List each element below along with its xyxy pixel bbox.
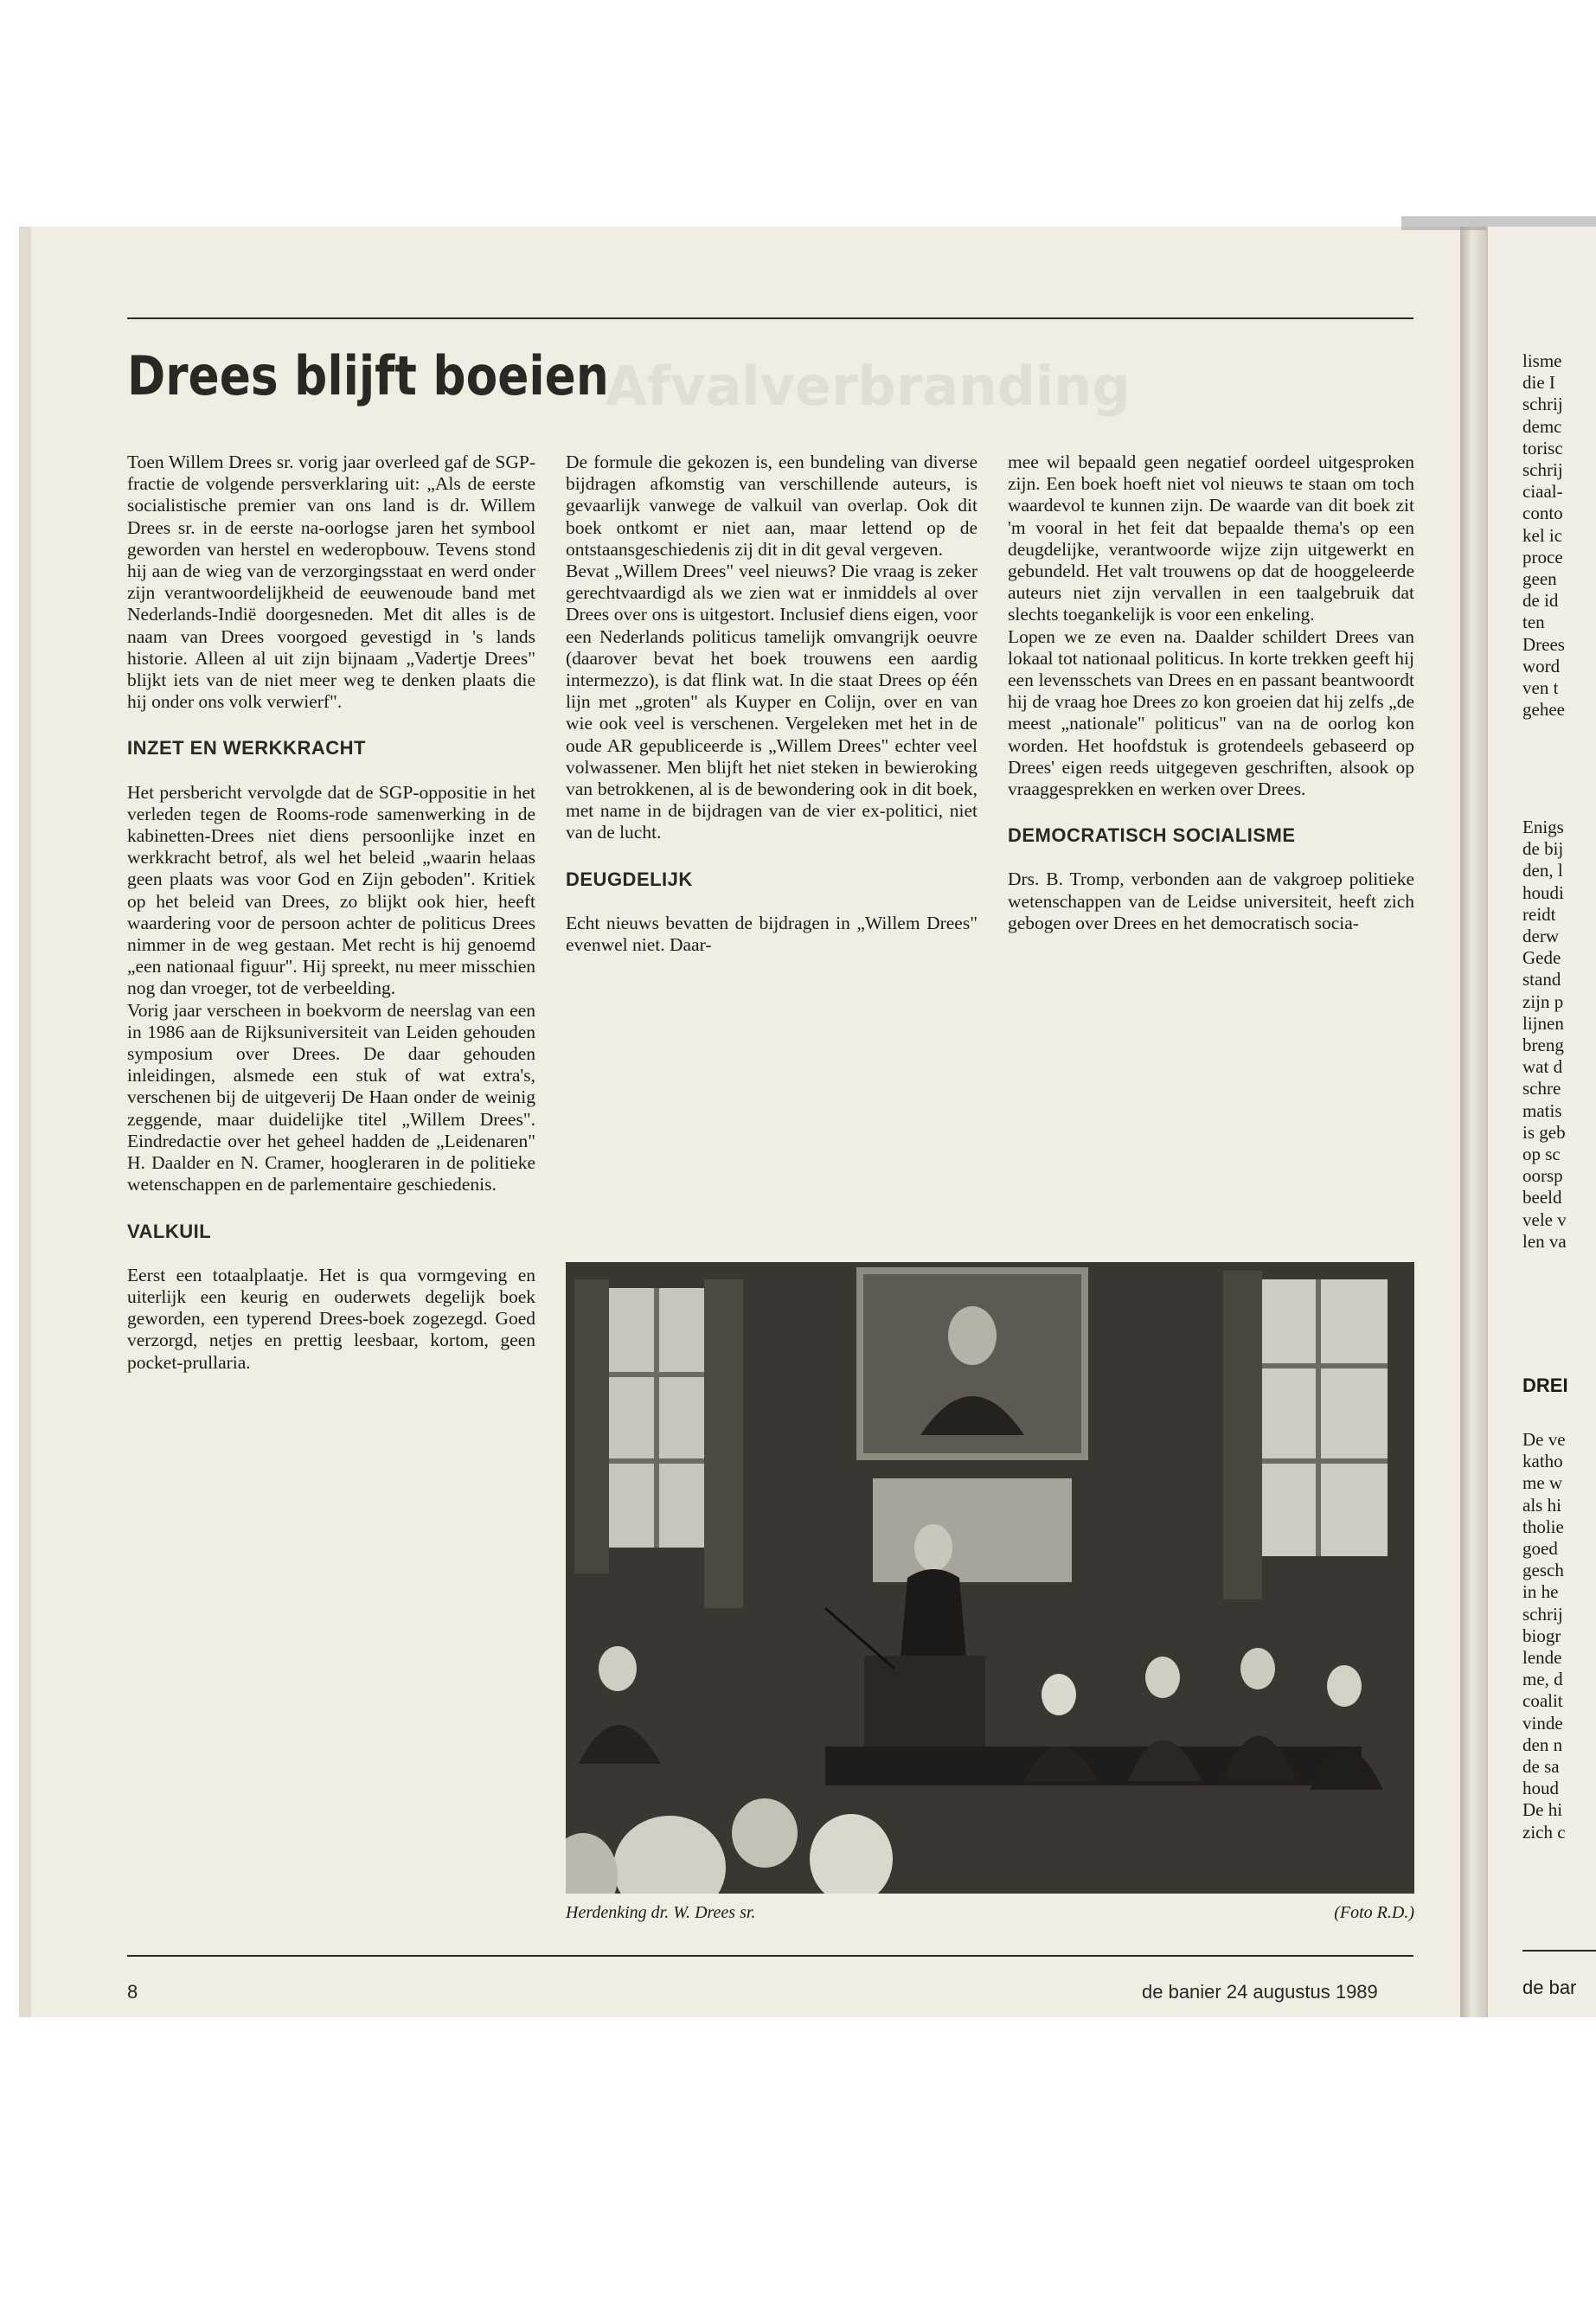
page-gutter [1460, 227, 1486, 2017]
next-page-line: oorsp [1522, 1165, 1563, 1187]
next-page-line: me, d [1522, 1669, 1563, 1690]
next-page-line: lende [1522, 1647, 1562, 1668]
paragraph: Eerst een totaalplaatje. Het is qua vormgeving en uiterlijk een keurig en ouderwets degelijk boek geworden, een typerend Drees-boek zogezegd. Goed verzorgd, netjes en prettig leesbaar, kortom, geen pocket-prullaria. [127, 1264, 535, 1373]
paragraph: De formule die gekozen is, een bundeling van diverse bijdragen afkomstig van verschillende auteurs, is gevaarlijk vanwege de valkuil van overlap. Ook dit boek ontkomt er niet aan, maar lettend op de ontstaansgeschiedenis zij dit in dit geval vergeven. [566, 452, 977, 560]
next-page-line: de id [1522, 590, 1559, 612]
next-page-line: Enigs [1522, 817, 1564, 837]
next-page-line: demc [1522, 415, 1562, 437]
next-page-rule [1522, 1950, 1596, 1952]
paragraph: mee wil bepaald geen negatief oordeel uitgesproken zijn. Een boek hoeft niet vol nieuws te staan om toch waardevol te kunnen zijn. De waarde van dit boek zit 'm vooral in het feit dat bepaalde thema's op een deugdelijke, verantwoorde wijze zijn uitgewerkt en gebundeld. Het valt trouwens op dat de hooggeleerde auteurs niet zijn vervallen in een taalgebruik dat slechts toegankelijk is voor een enkeling. [1008, 452, 1414, 625]
next-page-line: Gede [1522, 947, 1561, 969]
next-page-line: ciaal- [1522, 481, 1563, 503]
next-page-line: op sc [1522, 1144, 1561, 1164]
next-page-line: geen [1522, 568, 1557, 589]
next-page-line: schre [1522, 1078, 1561, 1099]
next-page-line: vinde [1522, 1712, 1563, 1734]
next-page-line: ten [1522, 612, 1545, 633]
next-page-line: goed [1522, 1538, 1558, 1559]
next-page-line: in he [1522, 1581, 1559, 1603]
next-page-line: me w [1522, 1472, 1563, 1494]
headline: Drees blijft boeien [127, 344, 609, 407]
next-page-line: lijnen [1522, 1012, 1564, 1034]
subheading-valkuil: VALKUIL [127, 1220, 212, 1242]
next-page-line: matis [1522, 1099, 1562, 1121]
next-page-line: wat d [1522, 1056, 1563, 1078]
next-page-line: ven t [1522, 677, 1559, 698]
next-page-line: gehee [1522, 699, 1565, 721]
commemoration-photo-illustration [566, 1262, 1414, 1894]
next-page-line: die I [1522, 372, 1555, 394]
column-1 [127, 452, 535, 1374]
next-page-line: tholie [1522, 1516, 1564, 1537]
photo-credit: (Foto R.D.) [1334, 1903, 1414, 1922]
next-page-line: word [1522, 655, 1561, 676]
next-page-line: houd [1522, 1778, 1559, 1799]
next-page-line: len va [1522, 1230, 1567, 1252]
next-page-line: conto [1522, 503, 1563, 524]
next-page-line: breng [1522, 1035, 1564, 1055]
next-page-footer: de bar [1522, 1977, 1577, 1998]
next-page-line: schrij [1522, 1603, 1563, 1625]
next-page-line: als hi [1522, 1494, 1561, 1516]
next-page-line: lisme [1522, 350, 1562, 371]
subheading-inzet: INZET EN WERKKRACHT [127, 737, 366, 760]
paragraph: Echt nieuws bevatten de bijdragen in „Willem Drees" evenwel niet. Daar- [566, 912, 977, 956]
next-page-line: schrij [1522, 459, 1563, 480]
paragraph: Het persbericht vervolgde dat de SGP-oppositie in het verleden tegen de Rooms-rode samenwerking in de kabinetten-Drees niet diens persoonlijke inzet en werkkracht betrof, als wel het beleid „waarin helaas geen plaats was voor God en Zijn geboden". Kritiek op het beleid van Drees, zo blijkt ook hier, heeft waardering voor de persoon achter de politicus Drees nimmer in de weg gestaan. Met recht is hij genoemd „een nationaal figuur". Hij spreekt, nu meer misschien nog dan vroeger, tot de verbeelding. [127, 781, 535, 999]
paragraph: Vorig jaar verscheen in boekvorm de neerslag van een in 1986 aan de Rijksuniversiteit van Leiden gehouden symposium over Drees. De daar gehouden inleidingen, alsmede een stuk of wat extra's, verschenen bij de uitgeverij De Haan onder de weinig zeggende, maar duidelijke titel „Willem Drees". Eindredactie over het geheel hadden de „Leidenaren" H. Daalder en N. Cramer, hoogleraren in de politieke wetenschappen en de parlementaire geschiedenis. [127, 999, 535, 1195]
next-page-line: is geb [1522, 1121, 1566, 1143]
paragraph: Lopen we ze even na. Daalder schildert Drees van lokaal tot nationaal politicus. In korte trekken geeft hij een levensschets van Drees en en passant beantwoordt hij de vraag hoe Drees zo kon groeien dat hij zelfs „de meest „nationale" politicus" van na de oorlog kon worden. Het hoofdstuk is grotendeels gebaseerd op Drees' eigen reeds uitgegeven geschriften, alsook op vraaggesprekken en werken over Drees. [1008, 625, 1414, 800]
next-page-line: de sa [1522, 1756, 1560, 1777]
next-page-line: zijn p [1522, 990, 1564, 1012]
column-2 [566, 452, 977, 956]
next-page-line: coalit [1522, 1690, 1563, 1712]
column-3 [1008, 452, 1414, 934]
publication-line: de banier 24 augustus 1989 [1142, 1981, 1378, 2003]
top-rule [127, 317, 1413, 319]
next-page-line: schrij [1522, 394, 1563, 415]
page-number: 8 [127, 1981, 138, 2003]
next-page-line: katho [1522, 1451, 1563, 1472]
next-page-line: Drees [1522, 633, 1565, 655]
next-page-line: gesch [1522, 1560, 1564, 1581]
next-page-line: torisc [1522, 437, 1563, 458]
caption-text: Herdenking dr. W. Drees sr. [566, 1903, 756, 1922]
news-photo [566, 1262, 1414, 1894]
next-page-line: biogr [1522, 1625, 1561, 1646]
paragraph: Drs. B. Tromp, verbonden aan de vakgroep politieke wetenschappen van de Leidse universiteit, heeft zich gebogen over Drees en het democratisch socia- [1008, 868, 1414, 933]
next-page-line: kel ic [1522, 524, 1563, 546]
next-page-line: reidt [1522, 903, 1556, 925]
bottom-rule [127, 1955, 1413, 1957]
next-page-line: den n [1522, 1734, 1563, 1755]
next-page-edge [1486, 227, 1596, 2017]
subheading-democratisch-socialisme: DEMOCRATISCH SOCIALISME [1008, 824, 1296, 847]
next-page-line: de bij [1522, 838, 1564, 860]
next-page-line: proce [1522, 546, 1563, 567]
next-page-line: De hi [1522, 1799, 1563, 1821]
next-page-line: beeld [1522, 1187, 1562, 1208]
next-page-line: De ve [1522, 1429, 1566, 1450]
paragraph: Bevat „Willem Drees" veel nieuws? Die vraag is zeker gerechtvaardigd als we zien wat er inmiddels al over Drees over ons is uitgestort. Inclusief diens eigen, voor een Nederlands politicus tamelijk omvangrijk oeuvre (daarover bevat het boek trouwens een aardig intermezzo), is dat flink wat. In die staat Drees op één lijn met „groten" als Kuyper en Colijn, over en van wie ook veel is verschenen. Vergeleken met het in de oude AR gepubliceerde is „Willem Drees" echter veel volwassener. Men blijft het niet steken in bewieroking van betrokkenen, al is de bewondering ook in dit boek, met name in de bijdragen van de vier ex-politici, niet van de lucht. [566, 561, 977, 843]
subheading-deugdelijk: DEUGDELIJK [566, 868, 693, 890]
next-page-line: derw [1522, 926, 1559, 946]
next-page-line: houdi [1522, 881, 1564, 903]
next-page-line: zich c [1522, 1821, 1566, 1843]
next-page-line: den, l [1522, 860, 1563, 881]
paragraph: Toen Willem Drees sr. vorig jaar overleed gaf de SGP-fractie de volgende persverklaring uit: „Als de eerste socialistische premier van ons land is dr. Willem Drees sr. in de eerste na-oorlogse jaren het symbool geworden van herstel en wederopbouw. Tevens stond hij aan de wieg van de verzorgingsstaat en werd onder zijn verantwoordelijkheid de eeuwenoude band met Nederlands-Indië doorgesneden. Met dit alles is de naam van Drees voorgoed gevestigd in 's lands historie. Alleen al uit zijn bijnaam „Vadertje Drees" blijkt iets van de niet meer weg te denken plaats die hij onder ons volk verwierf". [127, 452, 535, 713]
next-page-line: stand [1522, 969, 1561, 990]
show-through-headline: Afvalverbranding [606, 355, 1131, 418]
next-page-line: vele v [1522, 1208, 1567, 1230]
next-page-subheading: DREI [1522, 1375, 1568, 1396]
